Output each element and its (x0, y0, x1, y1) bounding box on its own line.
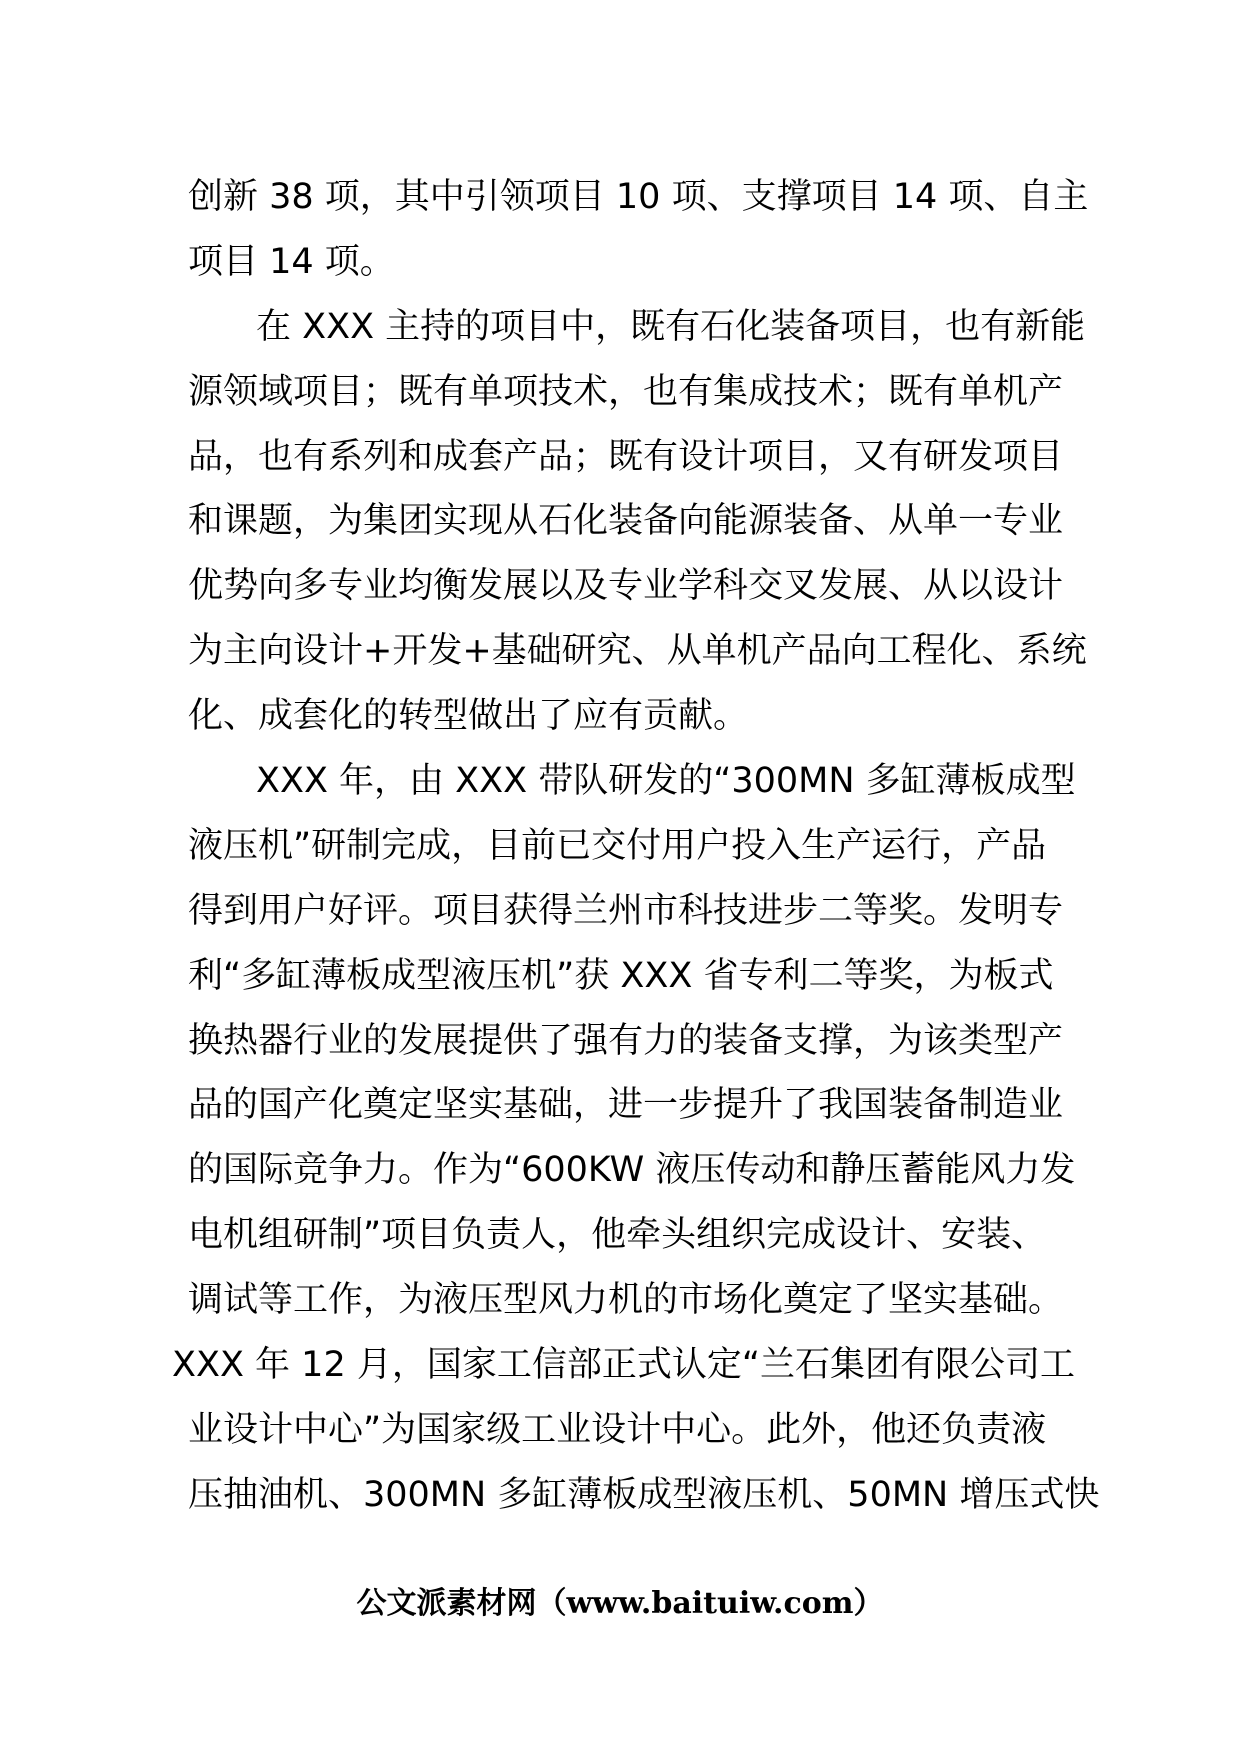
text-line: 的国际竞争力。作为“600KW 液压传动和静压蓄能风力发 (188, 1150, 1076, 1191)
text-line: 化、成套化的转型做出了应有贡献。 (188, 696, 749, 737)
text-line: XXX 年 12 月，国家工信部正式认定“兰石集团有限公司工 (172, 1345, 1075, 1386)
text-line: 业设计中心”为国家级工业设计中心。此外，他还负责液 (188, 1409, 1047, 1450)
text-line: 源领域项目；既有单项技术，也有集成技术；既有单机产 (188, 371, 1064, 412)
text-line: 项目 14 项。 (188, 241, 395, 282)
paragraph-start-line: 在 XXX 主持的项目中，既有石化装备项目，也有新能 (256, 306, 1086, 347)
text-line: 优势向多专业均衡发展以及专业学科交叉发展、从以设计 (188, 566, 1064, 607)
text-line: 压抽油机、300MN 多缸薄板成型液压机、50MN 增压式快 (188, 1474, 1100, 1515)
text-line: 调试等工作，为液压型风力机的市场化奠定了坚实基础。 (188, 1280, 1064, 1321)
text-line: 品，也有系列和成套产品；既有设计项目，又有研发项目 (188, 436, 1064, 477)
text-line: 换热器行业的发展提供了强有力的装备支撑，为该类型产 (188, 1020, 1064, 1061)
document-body (172, 165, 1100, 1528)
text-line: 品的国产化奠定坚实基础，进一步提升了我国装备制造业 (188, 1085, 1064, 1126)
paragraph-start-line: XXX 年，由 XXX 带队研发的“300MN 多缸薄板成型 (256, 761, 1076, 802)
text-line: 液压机”研制完成，目前已交付用户投入生产运行，产品 (188, 825, 1047, 866)
text-line: 和课题，为集团实现从石化装备向能源装备、从单一专业 (188, 501, 1064, 542)
text-line: 利“多缸薄板成型液压机”获 XXX 省专利二等奖，为板式 (188, 955, 1054, 996)
text-line: 电机组研制”项目负责人，他牵头组织完成设计、安装、 (188, 1215, 1047, 1256)
text-line: 得到用户好评。项目获得兰州市科技进步二等奖。发明专 (188, 890, 1064, 931)
text-line: 创新 38 项，其中引领项目 10 项、支撑项目 14 项、自主 (188, 177, 1089, 217)
footer-watermark: 公文派素材网（www.baituiw.com） (356, 1586, 884, 1621)
text-line: 为主向设计+开发+基础研究、从单机产品向工程化、系统 (188, 631, 1087, 672)
